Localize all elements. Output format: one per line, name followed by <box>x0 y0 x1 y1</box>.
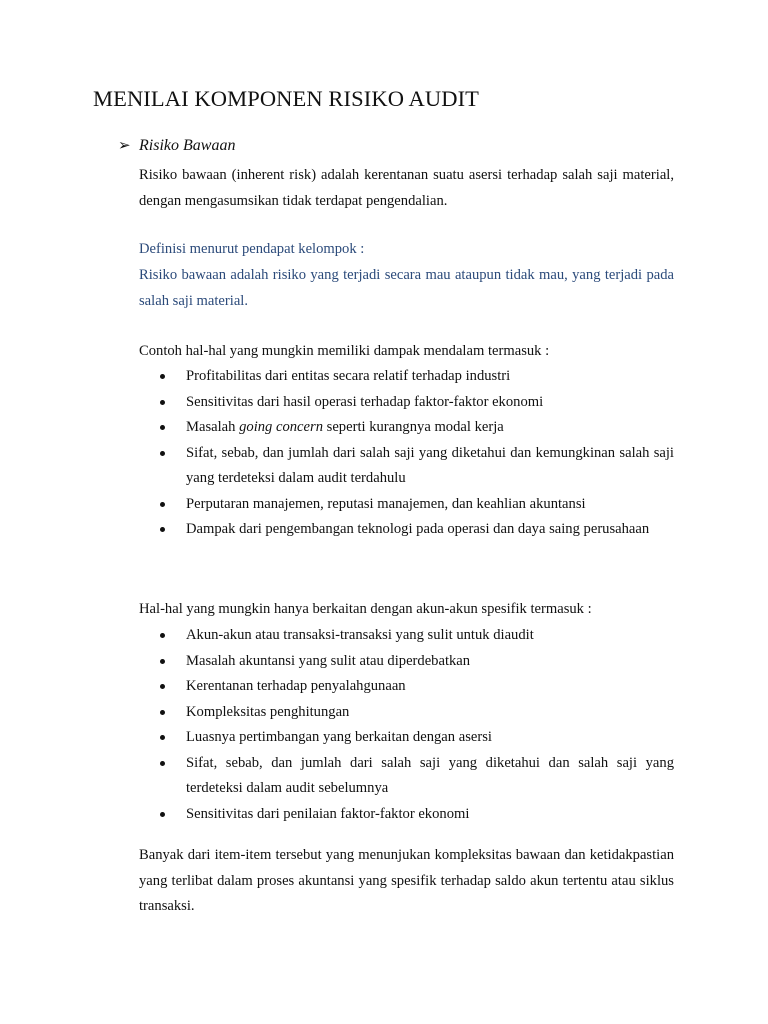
list-item: Sifat, sebab, dan jumlah dari salah saji yang diketahui dan salah saji yang terdeteksi dalam audit sebelumnya <box>139 751 674 802</box>
examples-list <box>139 364 674 543</box>
examples-intro: Contoh hal-hal yang mungkin memiliki dampak mendalam termasuk : <box>139 343 550 359</box>
specific-list <box>139 623 674 827</box>
list-item: Kompleksitas penghitungan <box>139 700 674 726</box>
list-item-text: Masalah <box>186 419 240 435</box>
closing-paragraph: Banyak dari item-item tersebut yang menunjukan kompleksitas bawaan dan ketidakpastian yang terlibat dalam proses akuntansi yang spesifik terhadap saldo akun tertentu atau siklus transaksi. <box>139 847 674 914</box>
list-item: Luasnya pertimbangan yang berkaitan dengan asersi <box>139 725 674 751</box>
list-item: Perputaran manajemen, reputasi manajemen, dan keahlian akuntansi <box>139 492 674 518</box>
list-item: Sensitivitas dari hasil operasi terhadap faktor-faktor ekonomi <box>139 390 674 416</box>
list-item: Kerentanan terhadap penyalahgunaan <box>139 674 674 700</box>
definition-text: Risiko bawaan adalah risiko yang terjadi secara mau ataupun tidak mau, yang terjadi pada salah saji material. <box>139 267 674 309</box>
section-heading <box>118 136 235 155</box>
list-item: Dampak dari pengembangan teknologi pada operasi dan daya saing perusahaan <box>139 517 674 543</box>
list-item: Profitabilitas dari entitas secara relatif terhadap industri <box>139 364 674 390</box>
arrow-bullet-icon: ➢ <box>118 138 131 154</box>
list-item: Akun-akun atau transaksi-transaksi yang sulit untuk diaudit <box>139 623 674 649</box>
list-item: Sifat, sebab, dan jumlah dari salah saji yang diketahui dan kemungkinan salah saji yang terdeteksi dalam audit terdahulu <box>139 441 674 492</box>
section-heading-label: Risiko Bawaan <box>139 137 236 154</box>
intro-paragraph: Risiko bawaan (inherent risk) adalah kerentanan suatu asersi terhadap salah saji material, dengan mengasumsikan tidak terdapat pengendalian. <box>139 167 674 209</box>
definition-label: Definisi menurut pendapat kelompok : <box>139 241 365 257</box>
list-item: Masalah akuntansi yang sulit atau diperdebatkan <box>139 649 674 675</box>
list-item <box>139 415 674 441</box>
list-item: Sensitivitas dari penilaian faktor-faktor ekonomi <box>139 802 674 828</box>
page-title: MENILAI KOMPONEN RISIKO AUDIT <box>93 86 480 111</box>
list-item-emphasis: going concern <box>239 419 323 435</box>
list-item-text: seperti kurangnya modal kerja <box>323 419 504 435</box>
specific-intro: Hal-hal yang mungkin hanya berkaitan dengan akun-akun spesifik termasuk : <box>139 601 592 617</box>
